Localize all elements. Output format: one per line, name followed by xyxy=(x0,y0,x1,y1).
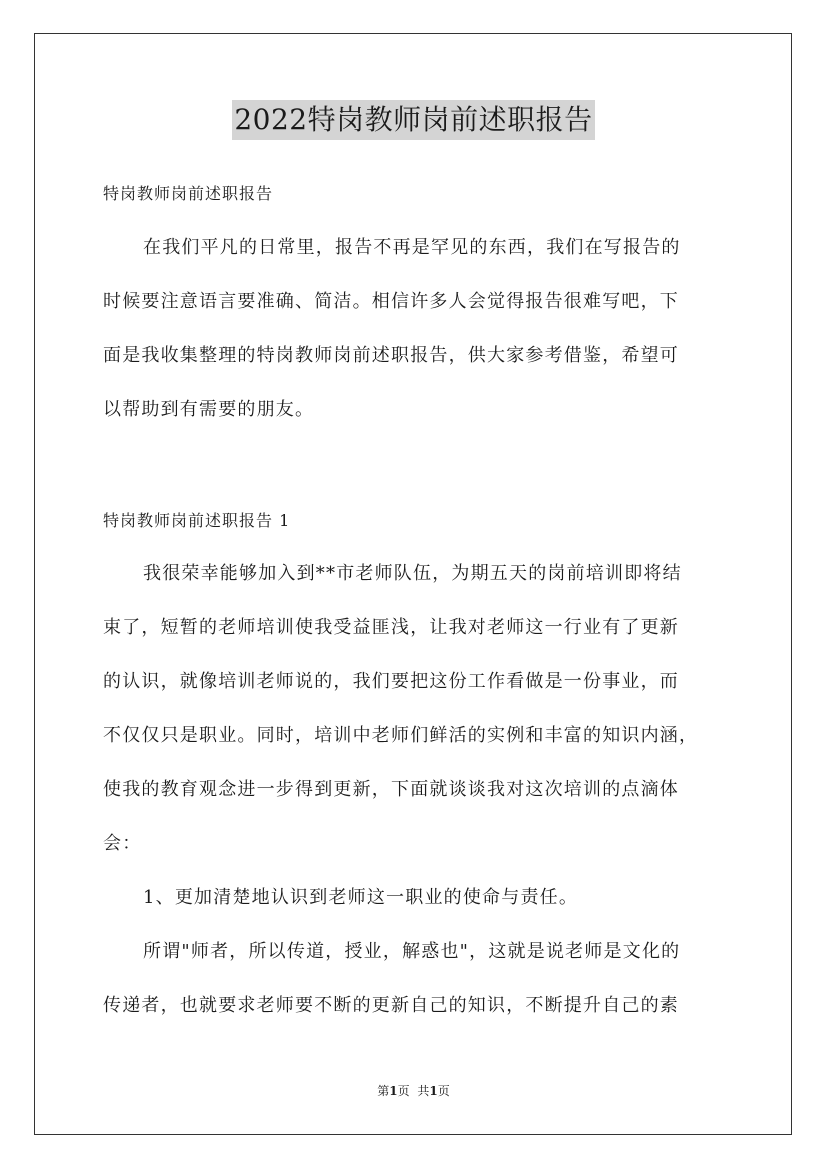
page-prefix: 第 xyxy=(377,1084,390,1098)
page-number: 1 xyxy=(389,1084,398,1098)
section-heading: 特岗教师岗前述职报告 1 xyxy=(103,511,291,530)
document-subtitle: 特岗教师岗前述职报告 xyxy=(103,184,274,203)
body-line: 会： xyxy=(103,833,142,854)
body-line: 束了，短暂的老师培训使我受益匪浅，让我对老师这一行业有了更新 xyxy=(103,617,679,638)
total-suffix: 页 xyxy=(437,1084,450,1098)
intro-line: 以帮助到有需要的朋友。 xyxy=(103,399,315,420)
title-container xyxy=(0,100,827,140)
document-title: 2022特岗教师岗前述职报告 xyxy=(232,100,594,140)
intro-line: 面是我收集整理的特岗教师岗前述职报告，供大家参考借鉴，希望可 xyxy=(103,345,679,366)
intro-line: 在我们平凡的日常里，报告不再是罕见的东西，我们在写报告的 xyxy=(143,237,681,258)
page-footer xyxy=(0,1083,827,1099)
total-pages: 1 xyxy=(429,1084,438,1098)
body-line: 我很荣幸能够加入到**市老师队伍，为期五天的岗前培训即将结 xyxy=(143,563,682,584)
body-line: 不仅仅只是职业。同时，培训中老师们鲜活的实例和丰富的知识内涵， xyxy=(103,725,699,746)
body-line: 使我的教育观念进一步得到更新，下面就谈谈我对这次培训的点滴体 xyxy=(103,779,679,800)
intro-line: 时候要注意语言要准确、简洁。相信许多人会觉得报告很难写吧，下 xyxy=(103,291,679,312)
total-prefix: 共 xyxy=(417,1084,430,1098)
point-line: 所谓"师者，所以传道，授业，解惑也"，这就是说老师是文化的 xyxy=(143,941,681,962)
point-heading: 1、更加清楚地认识到老师这一职业的使命与责任。 xyxy=(143,887,579,908)
body-line: 的认识，就像培训老师说的，我们要把这份工作看做是一份事业，而 xyxy=(103,671,679,692)
point-line: 传递者，也就要求老师要不断的更新自己的知识，不断提升自己的素 xyxy=(103,995,679,1016)
page-suffix: 页 xyxy=(397,1084,410,1098)
